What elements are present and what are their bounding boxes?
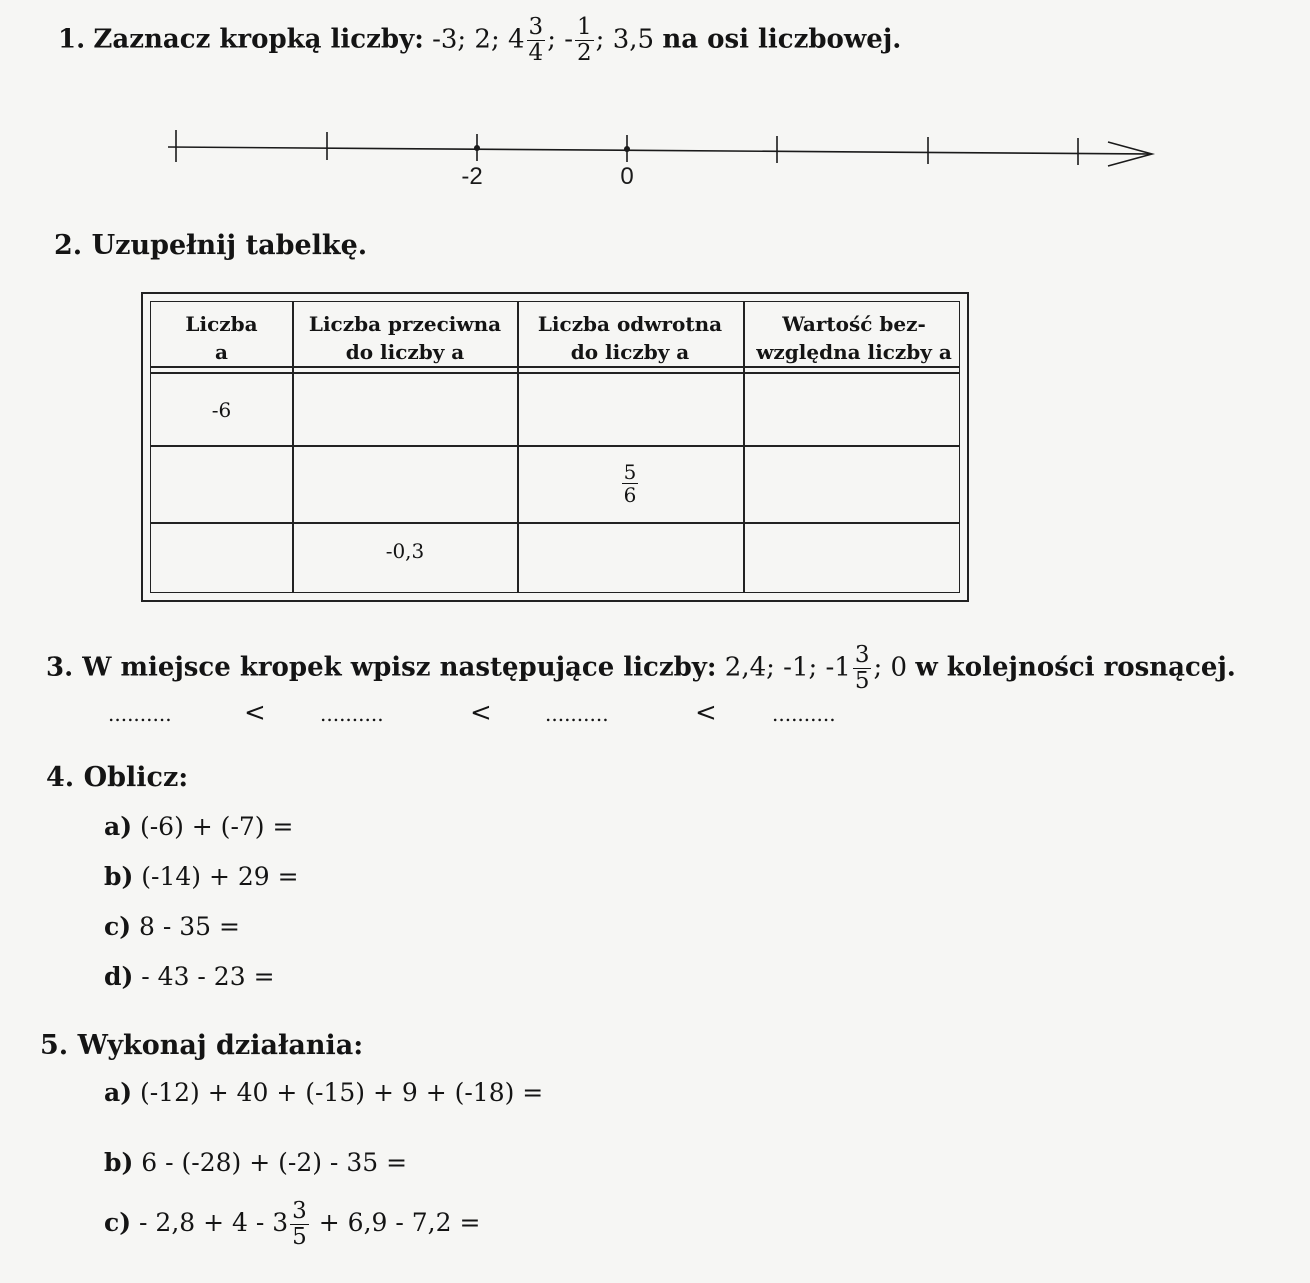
- task5-heading: [40, 1030, 363, 1061]
- header-liczba-a: [151, 310, 292, 366]
- row-divider: [151, 445, 959, 447]
- header-line: Liczba odwrotna: [537, 312, 723, 336]
- cell-row2-reciprocal: [517, 462, 743, 505]
- task5-item-a: [104, 1078, 543, 1107]
- separator: ;: [595, 24, 605, 55]
- number-line: [0, 120, 1310, 200]
- fraction-numerator: 3: [292, 1198, 307, 1224]
- point-minus-2: [474, 145, 480, 151]
- item-expression: (-6) + (-7) =: [139, 812, 294, 841]
- fraction-numerator: 5: [623, 460, 637, 484]
- reciprocal-fraction: [622, 462, 639, 505]
- item-expression: 8 - 35 =: [139, 912, 240, 941]
- axis-label-zero: 0: [620, 163, 634, 190]
- item-expression: 6 - (-28) + (-2) - 35 =: [141, 1148, 408, 1177]
- answer-blank-3[interactable]: ..........: [545, 702, 609, 726]
- task2-heading: [54, 230, 367, 261]
- task4-item-d: [104, 962, 275, 991]
- header-line: względna liczby a: [756, 340, 952, 364]
- item-expression: + 6,9 - 7,2 =: [318, 1208, 481, 1237]
- task1-n5: 3,5: [612, 24, 655, 55]
- less-than-sign: <: [244, 698, 266, 728]
- task5-fraction-3-5: [290, 1200, 309, 1249]
- task3-numbers: 2,4; -1; -1: [724, 652, 851, 683]
- task2-heading-text: 2. Uzupełnij tabelkę.: [54, 230, 368, 261]
- task3-instruction: [46, 644, 1236, 693]
- item-label: a): [104, 1078, 133, 1107]
- fraction-numerator: 1: [577, 14, 592, 40]
- fraction-numerator: 3: [854, 642, 870, 668]
- number-line-axis: [168, 147, 1150, 154]
- item-expression: (-12) + 40 + (-15) + 9 + (-18) =: [139, 1078, 544, 1107]
- task3-fraction-3-5: [853, 644, 872, 693]
- task5-item-c: [104, 1200, 480, 1249]
- values-table: [141, 292, 969, 602]
- header-rule: [151, 366, 959, 368]
- task1-n2: 2;: [474, 24, 500, 55]
- header-line: do liczby a: [345, 340, 465, 364]
- header-line: Liczba: [185, 312, 258, 336]
- header-line: a: [215, 340, 228, 364]
- task1-tail: na osi liczbowej.: [662, 24, 902, 55]
- header-wartosc-bezwzgledna: [745, 310, 963, 366]
- less-than-sign: <: [470, 698, 492, 728]
- task4-item-c: [104, 912, 240, 941]
- task4-heading-text: 4. Oblicz:: [46, 762, 189, 793]
- task4-item-a: [104, 812, 293, 841]
- header-line: do liczby a: [570, 340, 690, 364]
- table-inner-frame: [150, 301, 960, 593]
- task5-heading-text: 5. Wykonaj działania:: [40, 1030, 364, 1061]
- point-zero: [624, 146, 630, 152]
- task1-text: Zaznacz kropką liczby:: [93, 24, 424, 55]
- task1-n1: -3;: [432, 24, 467, 55]
- fraction-numerator: 3: [528, 14, 544, 40]
- axis-label-neg2: -2: [461, 163, 483, 190]
- item-label: c): [104, 912, 132, 941]
- cell-row3-opposite: -0,3: [385, 539, 425, 563]
- answer-blank-2[interactable]: ..........: [320, 702, 384, 726]
- less-than-sign: <: [695, 698, 717, 728]
- task3-lead: 3. W miejsce kropek wpisz następujące liczby:: [46, 652, 717, 683]
- item-label: d): [104, 962, 134, 991]
- item-expression: (-14) + 29 =: [141, 862, 299, 891]
- fraction-denominator: 5: [854, 668, 870, 694]
- task4-item-b: [104, 862, 299, 891]
- task1-instruction: [58, 16, 901, 65]
- fraction-denominator: 6: [623, 483, 637, 507]
- task1-fraction-1-2: [575, 16, 594, 65]
- fraction-denominator: 2: [577, 40, 592, 66]
- item-label: b): [104, 862, 134, 891]
- item-label: a): [104, 812, 133, 841]
- item-expression: - 2,8 + 4 - 3: [139, 1208, 289, 1237]
- task3-tail: w kolejności rosnącej.: [915, 652, 1236, 683]
- answer-blank-4[interactable]: ..........: [772, 702, 836, 726]
- task5-item-b: [104, 1148, 407, 1177]
- header-rule: [151, 372, 959, 374]
- task3-zero: ; 0: [873, 652, 908, 683]
- header-liczba-odwrotna: [517, 310, 743, 366]
- minus-sign: -: [564, 24, 574, 55]
- item-label: b): [104, 1148, 134, 1177]
- separator: ;: [547, 24, 556, 55]
- header-liczba-przeciwna: [292, 310, 518, 366]
- cell-row1-a: -6: [211, 398, 232, 422]
- task1-number: 1.: [58, 24, 86, 55]
- answer-blank-1[interactable]: ..........: [108, 702, 172, 726]
- header-line: Wartość bez-: [782, 312, 926, 336]
- task1-fraction-3-4: [527, 16, 546, 65]
- task1-n3-whole: 4: [508, 24, 525, 55]
- item-expression: - 43 - 23 =: [141, 962, 275, 991]
- row-divider: [151, 522, 959, 524]
- fraction-denominator: 4: [528, 40, 544, 66]
- header-line: Liczba przeciwna: [308, 312, 502, 336]
- task4-heading: [46, 762, 188, 793]
- item-label: c): [104, 1208, 132, 1237]
- fraction-denominator: 5: [292, 1224, 307, 1250]
